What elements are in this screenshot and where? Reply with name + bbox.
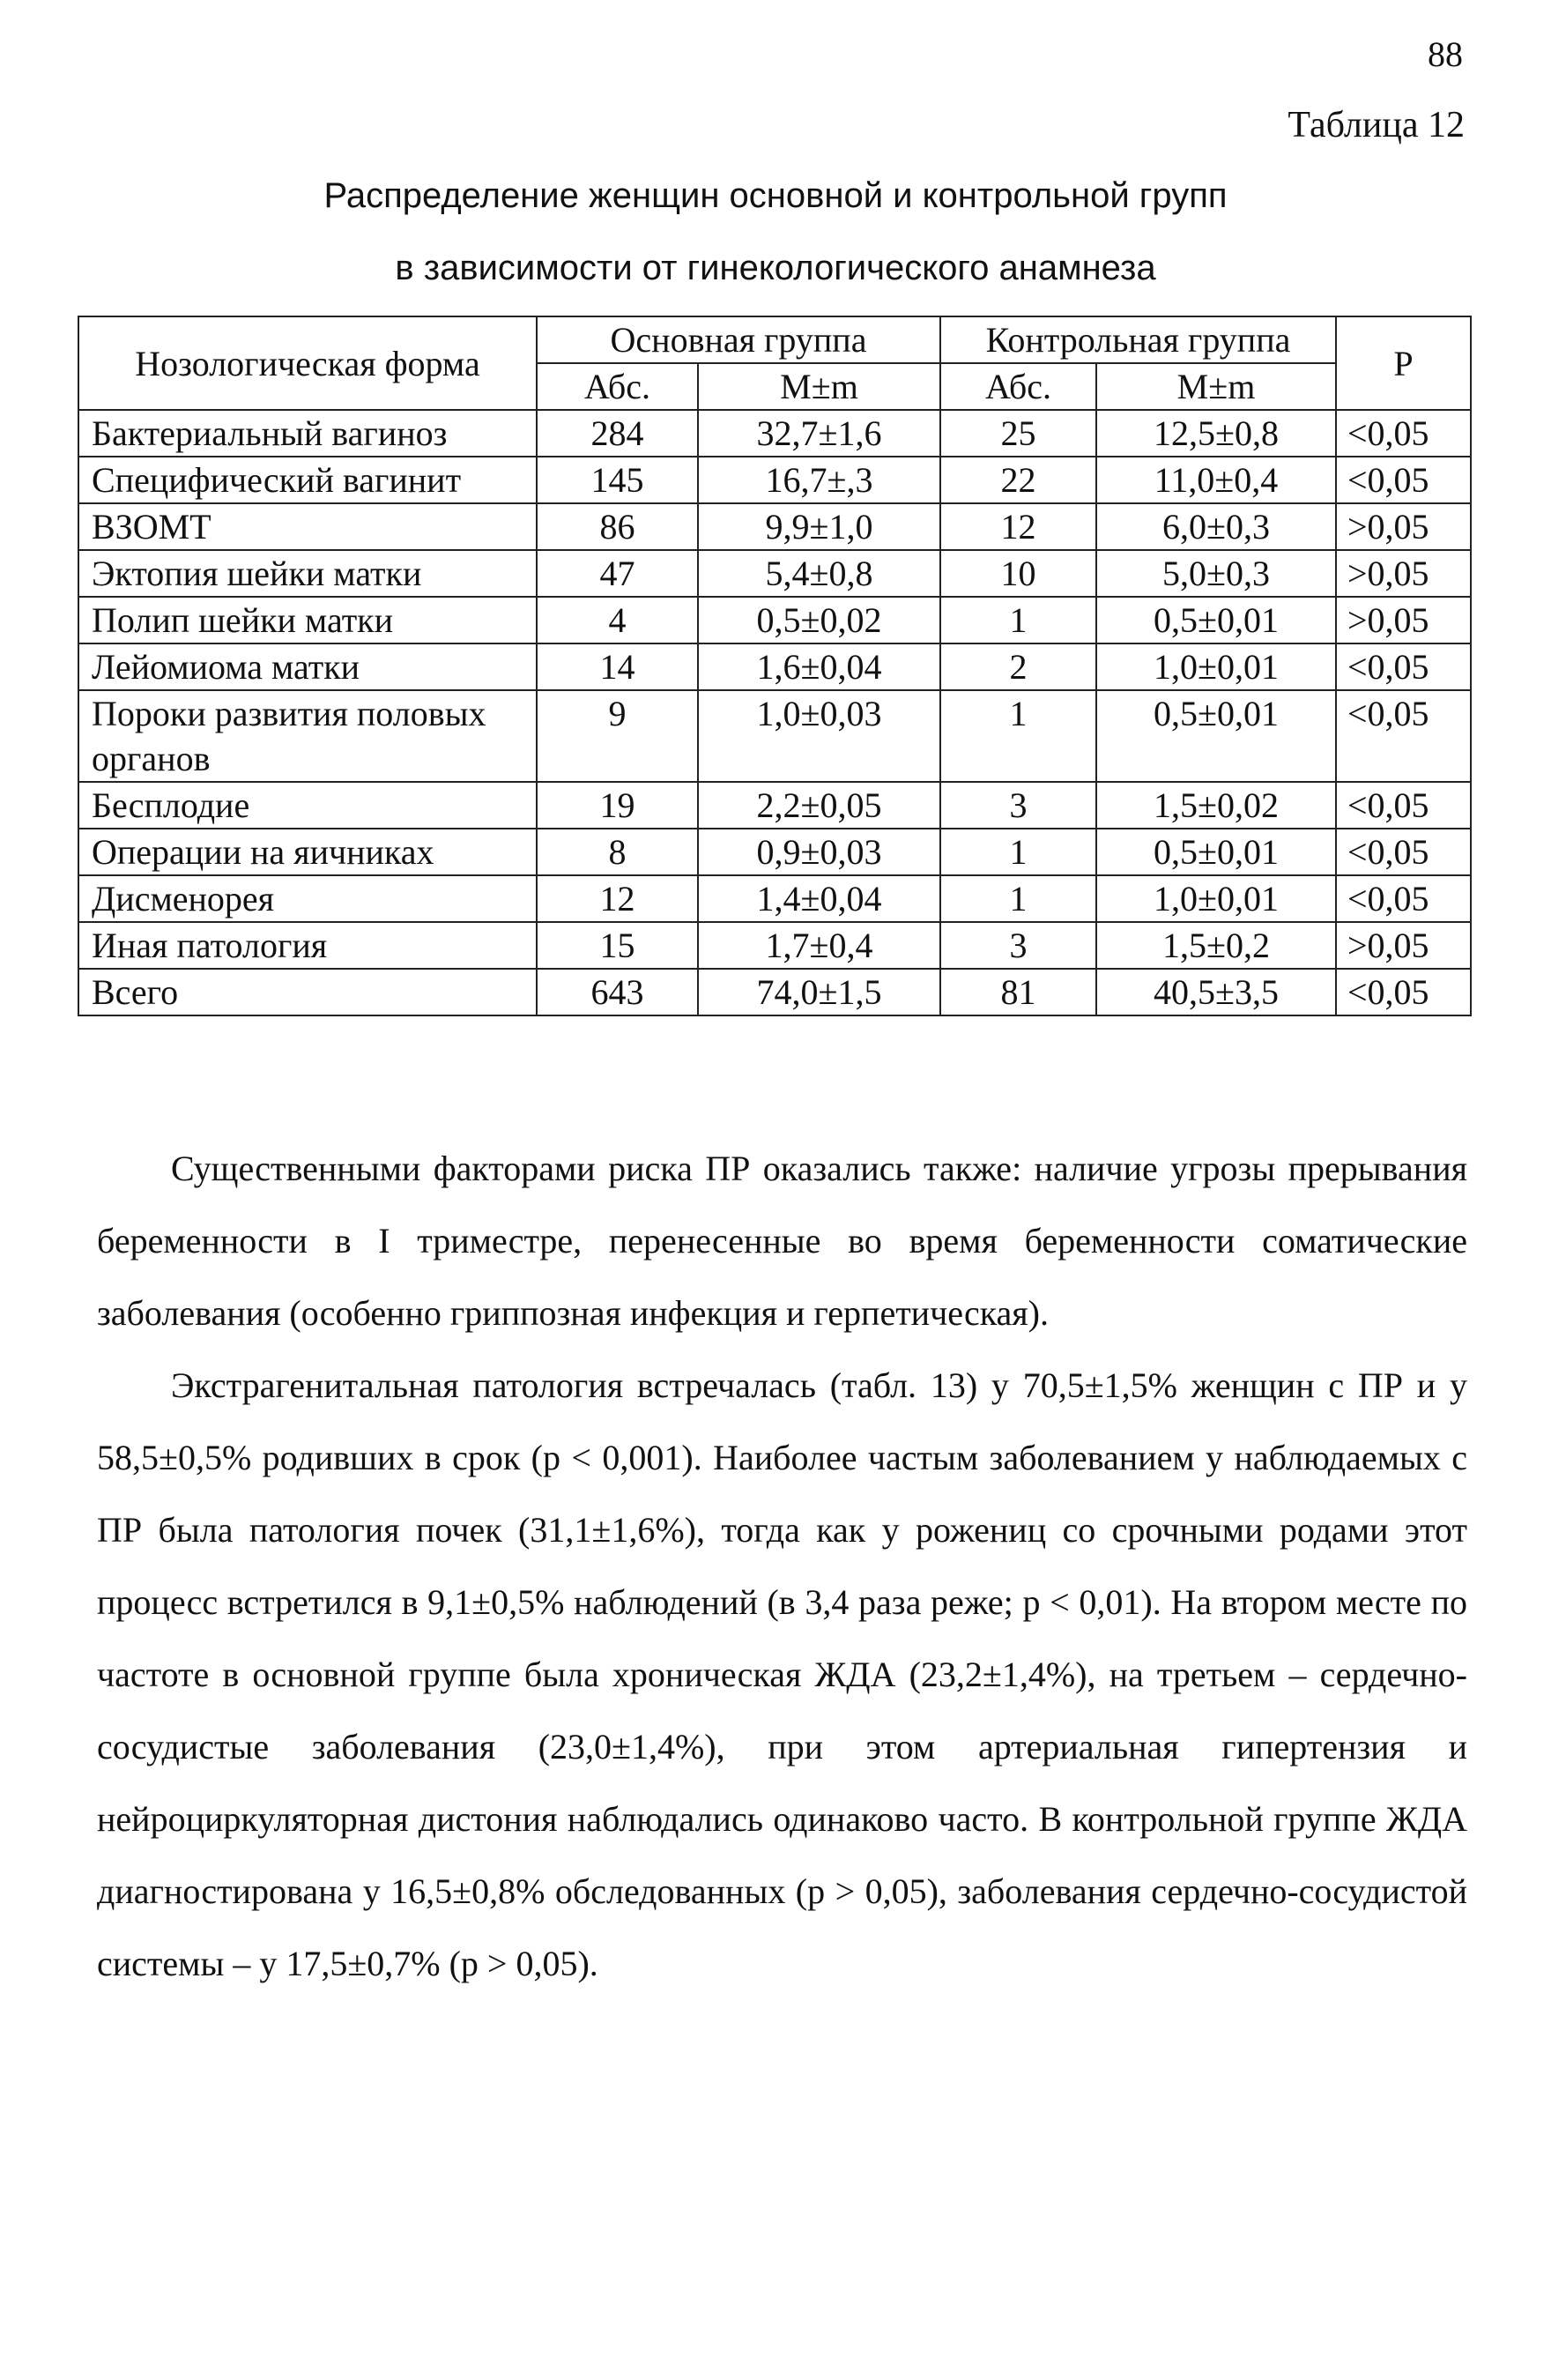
row-main-abs-cell: 643	[537, 969, 698, 1015]
row-p-cell: >0,05	[1336, 503, 1471, 550]
table-row	[78, 503, 1471, 550]
paragraph: Экстрагенитальная патология встречалась (табл. 13) у 70,5±1,5% женщин с ПР и у 58,5±0,5% родивших в срок (p < 0,001). Наиболее частым заболеванием у наблюдаемых с ПР была патология почек (31,1±1,6%), тогда как у рожениц со срочными родами этот процесс встретился в 9,1±0,5% наблюдений (в 3,4 раза реже; p < 0,01). На втором месте по частоте в основной группе была хроническая ЖДА (23,2±1,4%), на третьем – сердечно-сосудистые заболевания (23,0±1,4%), при этом артериальная гипертензия и нейроциркуляторная дистония наблюдались одинаково часто. В контрольной группе ЖДА диагностирована у 16,5±0,8% обследованных (p > 0,05), заболевания сердечно-сосудистой системы – у 17,5±0,7% (p > 0,05).	[97, 1365, 1467, 1983]
paragraph: Существенными факторами риска ПР оказались также: наличие угрозы прерывания беременности в I триместре, перенесенные во время беременности соматические заболевания (особенно гриппозная инфекция и герпетическая).	[97, 1149, 1467, 1333]
table-row	[78, 643, 1471, 690]
row-ctrl-mm-cell: 0,5±0,01	[1096, 690, 1336, 782]
row-main-mm-cell: 5,4±0,8	[698, 550, 940, 597]
table-row	[78, 550, 1471, 597]
row-ctrl-mm-cell: 5,0±0,3	[1096, 550, 1336, 597]
data-table	[78, 316, 1472, 1016]
row-main-mm-cell: 2,2±0,05	[698, 782, 940, 829]
row-p-cell: <0,05	[1336, 782, 1471, 829]
header-row	[78, 316, 1471, 363]
table-label: Таблица 12	[1288, 105, 1465, 145]
table-caption-line2: в зависимости от гинекологического анамнеза	[395, 249, 1156, 287]
header-form: Нозологическая форма	[78, 316, 537, 410]
row-ctrl-abs-cell: 1	[940, 875, 1096, 922]
table-row	[78, 457, 1471, 503]
row-ctrl-mm-cell: 1,5±0,02	[1096, 782, 1336, 829]
row-p-cell: <0,05	[1336, 643, 1471, 690]
row-main-mm-cell: 0,5±0,02	[698, 597, 940, 643]
row-main-abs-cell: 86	[537, 503, 698, 550]
row-ctrl-abs-cell: 1	[940, 690, 1096, 782]
header-p: P	[1336, 316, 1471, 410]
row-p-cell: <0,05	[1336, 829, 1471, 875]
row-name-cell: Пороки развития половых органов	[78, 690, 537, 782]
row-main-abs-cell: 19	[537, 782, 698, 829]
row-ctrl-abs-cell: 3	[940, 782, 1096, 829]
row-p-cell: >0,05	[1336, 597, 1471, 643]
page-number: 88	[1428, 34, 1463, 74]
row-main-mm-cell: 74,0±1,5	[698, 969, 940, 1015]
row-ctrl-abs-cell: 1	[940, 597, 1096, 643]
header-control-group: Контрольная группа	[940, 316, 1336, 363]
table-row	[78, 922, 1471, 969]
row-main-abs-cell: 47	[537, 550, 698, 597]
row-name-cell: Всего	[78, 969, 537, 1015]
row-main-mm-cell: 9,9±1,0	[698, 503, 940, 550]
row-name-cell: Бесплодие	[78, 782, 537, 829]
row-ctrl-mm-cell: 12,5±0,8	[1096, 410, 1336, 457]
row-main-abs-cell: 8	[537, 829, 698, 875]
row-ctrl-abs-cell: 81	[940, 969, 1096, 1015]
table-row	[78, 969, 1471, 1015]
row-name-cell: ВЗОМТ	[78, 503, 537, 550]
row-ctrl-abs-cell: 2	[940, 643, 1096, 690]
row-ctrl-abs-cell: 3	[940, 922, 1096, 969]
row-main-mm-cell: 1,7±0,4	[698, 922, 940, 969]
header-main-mm: M±m	[698, 363, 940, 410]
row-ctrl-mm-cell: 6,0±0,3	[1096, 503, 1336, 550]
row-ctrl-mm-cell: 11,0±0,4	[1096, 457, 1336, 503]
row-main-mm-cell: 32,7±1,6	[698, 410, 940, 457]
row-main-mm-cell: 1,4±0,04	[698, 875, 940, 922]
row-main-abs-cell: 12	[537, 875, 698, 922]
row-name-cell: Эктопия шейки матки	[78, 550, 537, 597]
row-name-cell: Лейомиома матки	[78, 643, 537, 690]
row-main-mm-cell: 16,7±,3	[698, 457, 940, 503]
row-name-cell: Полип шейки матки	[78, 597, 537, 643]
row-ctrl-abs-cell: 25	[940, 410, 1096, 457]
table-row	[78, 690, 1471, 782]
row-p-cell: >0,05	[1336, 922, 1471, 969]
row-main-abs-cell: 145	[537, 457, 698, 503]
row-ctrl-abs-cell: 10	[940, 550, 1096, 597]
row-ctrl-mm-cell: 0,5±0,01	[1096, 829, 1336, 875]
row-ctrl-abs-cell: 22	[940, 457, 1096, 503]
row-p-cell: >0,05	[1336, 550, 1471, 597]
table-row	[78, 410, 1471, 457]
row-p-cell: <0,05	[1336, 969, 1471, 1015]
row-p-cell: <0,05	[1336, 690, 1471, 782]
row-main-abs-cell: 9	[537, 690, 698, 782]
row-main-abs-cell: 4	[537, 597, 698, 643]
row-p-cell: <0,05	[1336, 457, 1471, 503]
row-ctrl-abs-cell: 12	[940, 503, 1096, 550]
row-ctrl-mm-cell: 0,5±0,01	[1096, 597, 1336, 643]
table-row	[78, 875, 1471, 922]
row-name-cell: Специфический вагинит	[78, 457, 537, 503]
header-main-abs: Абс.	[537, 363, 698, 410]
row-main-mm-cell: 0,9±0,03	[698, 829, 940, 875]
row-ctrl-abs-cell: 1	[940, 829, 1096, 875]
row-main-mm-cell: 1,0±0,03	[698, 690, 940, 782]
row-ctrl-mm-cell: 1,0±0,01	[1096, 875, 1336, 922]
row-ctrl-mm-cell: 1,0±0,01	[1096, 643, 1336, 690]
header-ctrl-mm: M±m	[1096, 363, 1336, 410]
header-main-group: Основная группа	[537, 316, 940, 363]
row-ctrl-mm-cell: 1,5±0,2	[1096, 922, 1336, 969]
row-p-cell: <0,05	[1336, 410, 1471, 457]
row-main-abs-cell: 14	[537, 643, 698, 690]
row-main-abs-cell: 284	[537, 410, 698, 457]
row-ctrl-mm-cell: 40,5±3,5	[1096, 969, 1336, 1015]
row-name-cell: Иная патология	[78, 922, 537, 969]
row-p-cell: <0,05	[1336, 875, 1471, 922]
table-row	[78, 782, 1471, 829]
table-caption-line1: Распределение женщин основной и контрольной групп	[323, 176, 1228, 215]
row-main-abs-cell: 15	[537, 922, 698, 969]
table-row	[78, 597, 1471, 643]
row-main-mm-cell: 1,6±0,04	[698, 643, 940, 690]
row-name-cell: Операции на яичниках	[78, 829, 537, 875]
body-text	[97, 1133, 1467, 2000]
header-ctrl-abs: Абс.	[940, 363, 1096, 410]
table-row	[78, 829, 1471, 875]
row-name-cell: Бактериальный вагиноз	[78, 410, 537, 457]
row-name-cell: Дисменорея	[78, 875, 537, 922]
